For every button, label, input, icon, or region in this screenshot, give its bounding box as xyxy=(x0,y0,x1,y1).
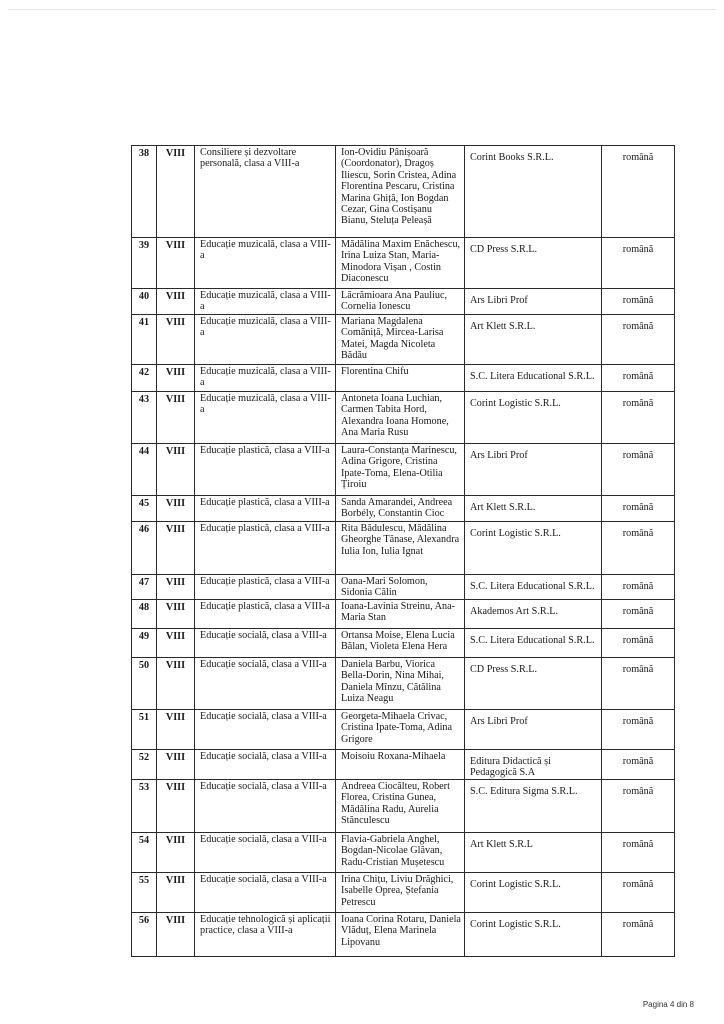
publisher: Ars Libri Prof xyxy=(465,444,602,496)
table-row xyxy=(132,629,675,658)
publisher: S.C. Litera Educational S.R.L. xyxy=(465,629,602,658)
table-row xyxy=(132,522,675,575)
authors: Sanda Amarandei, Andreea Borbély, Constantin Cioc xyxy=(336,496,465,522)
publisher: S.C. Litera Educational S.R.L. xyxy=(465,365,602,392)
authors: Irina Chițu, Liviu Drăghici, Isabelle Oprea, Ștefania Petrescu xyxy=(336,872,465,912)
authors: Florentina Chifu xyxy=(336,365,465,392)
publisher: S.C. Litera Educational S.R.L. xyxy=(465,575,602,600)
language: română xyxy=(602,575,675,600)
grade-level: VIII xyxy=(157,710,195,750)
table-row xyxy=(132,444,675,496)
subject: Educație socială, clasa a VIII-a xyxy=(195,750,336,780)
authors: Ortansa Moise, Elena Lucia Bălan, Violeta Elena Hera xyxy=(336,629,465,658)
grade-level: VIII xyxy=(157,392,195,444)
row-number: 56 xyxy=(132,912,157,956)
publisher: Corint Books S.R.L. xyxy=(465,146,602,238)
language: română xyxy=(602,444,675,496)
authors: Ion-Ovidiu Pânișoară (Coordonator), Dragoș Iliescu, Sorin Cristea, Adina Florentina Pescaru, Cristina Marina Ghiță, Ion Bogdan Cezar, Gina Costișanu Bianu, Steluța Peleașă xyxy=(336,146,465,238)
publisher: Art Klett S.R.L xyxy=(465,832,602,872)
authors: Ioana-Lavinia Streinu, Ana-Maria Stan xyxy=(336,600,465,629)
grade-level: VIII xyxy=(157,600,195,629)
authors: Oana-Mari Solomon, Sidonia Călin xyxy=(336,575,465,600)
authors: Mădălina Maxim Enăchescu, Irina Luiza Stan, Maria-Minodora Vișan , Costin Diaconescu xyxy=(336,238,465,289)
row-number: 54 xyxy=(132,832,157,872)
language: română xyxy=(602,779,675,832)
table-row xyxy=(132,710,675,750)
row-number: 48 xyxy=(132,600,157,629)
table-row xyxy=(132,392,675,444)
table-row xyxy=(132,750,675,780)
grade-level: VIII xyxy=(157,238,195,289)
table-row xyxy=(132,872,675,912)
language: română xyxy=(602,658,675,710)
language: română xyxy=(602,629,675,658)
language: română xyxy=(602,522,675,575)
language: română xyxy=(602,365,675,392)
publisher: Ars Libri Prof xyxy=(465,289,602,315)
subject: Educație muzicală, clasa a VIII-a xyxy=(195,315,336,365)
grade-level: VIII xyxy=(157,750,195,780)
authors: Rita Bădulescu, Mădălina Gheorghe Tănase, Alexandra Iulia Ion, Iulia Ignat xyxy=(336,522,465,575)
grade-level: VIII xyxy=(157,289,195,315)
subject: Educație muzicală, clasa a VIII-a xyxy=(195,365,336,392)
language: română xyxy=(602,146,675,238)
authors: Moisoiu Roxana-Mihaela xyxy=(336,750,465,780)
subject: Educație plastică, clasa a VIII-a xyxy=(195,522,336,575)
subject: Educație socială, clasa a VIII-a xyxy=(195,629,336,658)
subject: Educație plastică, clasa a VIII-a xyxy=(195,444,336,496)
top-divider xyxy=(8,9,716,10)
grade-level: VIII xyxy=(157,522,195,575)
publisher: Art Klett S.R.L. xyxy=(465,315,602,365)
row-number: 41 xyxy=(132,315,157,365)
subject: Educație muzicală, clasa a VIII-a xyxy=(195,392,336,444)
publisher: Art Klett S.R.L. xyxy=(465,496,602,522)
table-row xyxy=(132,315,675,365)
row-number: 45 xyxy=(132,496,157,522)
language: română xyxy=(602,750,675,780)
grade-level: VIII xyxy=(157,779,195,832)
publisher: Akademos Art S.R.L. xyxy=(465,600,602,629)
row-number: 42 xyxy=(132,365,157,392)
row-number: 51 xyxy=(132,710,157,750)
language: română xyxy=(602,496,675,522)
grade-level: VIII xyxy=(157,496,195,522)
publisher: S.C. Editura Sigma S.R.L. xyxy=(465,779,602,832)
row-number: 38 xyxy=(132,146,157,238)
subject: Educație muzicală, clasa a VIII-a xyxy=(195,238,336,289)
subject: Educație plastică, clasa a VIII-a xyxy=(195,575,336,600)
language: română xyxy=(602,392,675,444)
language: română xyxy=(602,710,675,750)
language: română xyxy=(602,315,675,365)
publisher: Corint Logistic S.R.L. xyxy=(465,522,602,575)
authors: Ioana Corina Rotaru, Daniela Vlăduț, Elena Marinela Lipovanu xyxy=(336,912,465,956)
textbook-table xyxy=(131,145,675,957)
subject: Educație socială, clasa a VIII-a xyxy=(195,832,336,872)
publisher: Editura Didactică și Pedagogică S.A xyxy=(465,750,602,780)
authors: Mariana Magdalena Comăniță, Mircea-Larisa Matei, Magda Nicoleta Bădău xyxy=(336,315,465,365)
authors: Antoneta Ioana Luchian, Carmen Tabita Hord, Alexandra Ioana Homone, Ana Maria Rusu xyxy=(336,392,465,444)
publisher: Corint Logistic S.R.L. xyxy=(465,912,602,956)
table-row xyxy=(132,496,675,522)
language: română xyxy=(602,832,675,872)
row-number: 50 xyxy=(132,658,157,710)
table-row xyxy=(132,146,675,238)
authors: Lăcrămioara Ana Pauliuc, Cornelia Ionescu xyxy=(336,289,465,315)
grade-level: VIII xyxy=(157,315,195,365)
authors: Flavia-Gabriela Anghel, Bogdan-Nicolae Glăvan, Radu-Cristian Mușetescu xyxy=(336,832,465,872)
language: română xyxy=(602,600,675,629)
grade-level: VIII xyxy=(157,658,195,710)
row-number: 52 xyxy=(132,750,157,780)
row-number: 46 xyxy=(132,522,157,575)
authors: Daniela Barbu, Viorica Bella-Dorin, Nina Mihai, Daniela Mînzu, Cătălina Luiza Neagu xyxy=(336,658,465,710)
row-number: 40 xyxy=(132,289,157,315)
authors: Andreea Ciocâlteu, Robert Florea, Cristina Gunea, Mădălina Radu, Aurelia Stănculescu xyxy=(336,779,465,832)
table-row xyxy=(132,779,675,832)
subject: Educație socială, clasa a VIII-a xyxy=(195,658,336,710)
table-row xyxy=(132,832,675,872)
authors: Georgeta-Mihaela Crivac, Cristina Ipate-Toma, Adina Grigore xyxy=(336,710,465,750)
subject: Educație plastică, clasa a VIII-a xyxy=(195,600,336,629)
row-number: 53 xyxy=(132,779,157,832)
table-row xyxy=(132,658,675,710)
publisher: Corint Logistic S.R.L. xyxy=(465,872,602,912)
subject: Educație socială, clasa a VIII-a xyxy=(195,779,336,832)
authors: Laura-Constanța Marinescu, Adina Grigore, Cristina Ipate-Toma, Elena-Otilia Țiroiu xyxy=(336,444,465,496)
language: română xyxy=(602,912,675,956)
subject: Educație socială, clasa a VIII-a xyxy=(195,710,336,750)
subject: Educație socială, clasa a VIII-a xyxy=(195,872,336,912)
subject: Consiliere și dezvoltare personală, clasa a VIII-a xyxy=(195,146,336,238)
subject: Educație plastică, clasa a VIII-a xyxy=(195,496,336,522)
publisher: CD Press S.R.L. xyxy=(465,658,602,710)
row-number: 44 xyxy=(132,444,157,496)
table-row xyxy=(132,575,675,600)
table-row xyxy=(132,912,675,956)
row-number: 49 xyxy=(132,629,157,658)
language: română xyxy=(602,872,675,912)
row-number: 55 xyxy=(132,872,157,912)
table-row xyxy=(132,289,675,315)
table-row xyxy=(132,365,675,392)
language: română xyxy=(602,238,675,289)
grade-level: VIII xyxy=(157,575,195,600)
grade-level: VIII xyxy=(157,146,195,238)
page-number: Pagina 4 din 8 xyxy=(642,1000,694,1009)
row-number: 39 xyxy=(132,238,157,289)
subject: Educație muzicală, clasa a VIII-a xyxy=(195,289,336,315)
publisher: Ars Libri Prof xyxy=(465,710,602,750)
publisher: CD Press S.R.L. xyxy=(465,238,602,289)
grade-level: VIII xyxy=(157,629,195,658)
grade-level: VIII xyxy=(157,444,195,496)
language: română xyxy=(602,289,675,315)
grade-level: VIII xyxy=(157,912,195,956)
row-number: 43 xyxy=(132,392,157,444)
subject: Educație tehnologică și aplicații practice, clasa a VIII-a xyxy=(195,912,336,956)
grade-level: VIII xyxy=(157,365,195,392)
grade-level: VIII xyxy=(157,832,195,872)
publisher: Corint Logistic S.R.L. xyxy=(465,392,602,444)
table-row xyxy=(132,600,675,629)
grade-level: VIII xyxy=(157,872,195,912)
row-number: 47 xyxy=(132,575,157,600)
table-row xyxy=(132,238,675,289)
